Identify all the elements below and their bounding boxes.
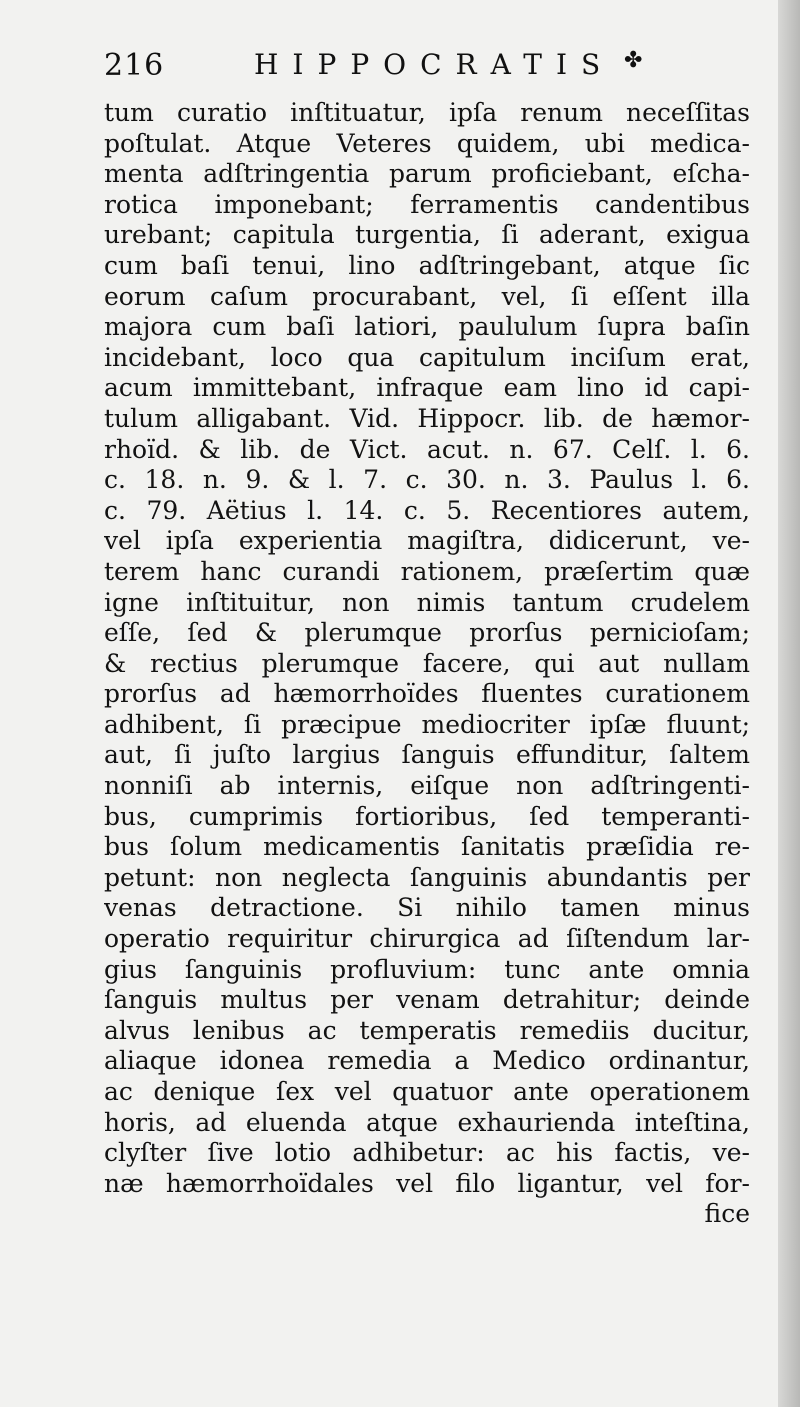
text-line: ac denique ſex vel quatuor ante operationem (104, 1077, 750, 1106)
page-edge-shadow (778, 0, 800, 1407)
text-line: igne inſtituitur, non nimis tantum crudelem (104, 587, 750, 617)
text-line: nonniſi ab internis, eiſque non adſtringenti- (104, 771, 750, 801)
text-line: poſtulat. Atque Veteres quidem, ubi medica- (104, 128, 750, 158)
text-line: rhoïd. & lib. de Vict. acut. n. 67. Celſ. l. 6. (104, 434, 750, 464)
text-line: næ hæmorrhoïdales vel filo ligantur, vel for- (104, 1168, 750, 1198)
running-header (104, 44, 664, 84)
text-line: bus, cumprimis fortioribus, ſed temperanti- (104, 801, 750, 831)
text-line: urebant; capitula turgentia, ſi aderant, exigua (104, 220, 750, 250)
catchword: fice (704, 1199, 750, 1229)
text-line: c. 79. Aëtius l. 14. c. 5. Recentiores autem, (104, 495, 750, 525)
text-line: alvus lenibus ac temperatis remediis ducitur, (104, 1015, 750, 1045)
text-line: vel ipſa experientia magiſtra, didicerunt, ve- (104, 526, 750, 556)
text-line: incidebant, loco qua capitulum inciſum erat, (104, 342, 750, 372)
text-line: acum immittebant, infraque eam lino id capi- (104, 373, 750, 403)
page-number: 216 (104, 48, 165, 83)
text-line: petunt: non neglecta ſanguinis abundantis per (104, 862, 750, 892)
text-line: operatio requiritur chirurgica ad ſiſtendum lar- (104, 924, 750, 954)
running-title: HIPPOCRATIS (254, 48, 615, 81)
text-line: adhibent, ſi præcipue mediocriter ipſæ fluunt; (104, 709, 750, 739)
text-line: c. 18. n. 9. & l. 7. c. 30. n. 3. Paulus l. 6. (104, 465, 750, 495)
text-line: venas detractione. Si nihilo tamen minus (104, 893, 750, 923)
text-line: bus ſolum medicamentis ſanitatis præſidia re- (104, 832, 750, 862)
text-line: gius ſanguinis profluvium: tunc ante omnia (104, 954, 750, 984)
text-line: rotica imponebant; ferramentis candentibus (104, 189, 750, 219)
text-line: terem hanc curandi rationem, præſertim quæ (104, 556, 750, 586)
text-line: eorum caſum procurabant, vel, ſi eſſent illa (104, 281, 750, 311)
body-text (104, 98, 750, 1230)
ornament-icon: ✤ (624, 48, 643, 73)
text-line: tulum alligabant. Vid. Hippocr. lib. de hæmor- (104, 403, 750, 433)
text-line: horis, ad eluenda atque exhaurienda inteſtina, (104, 1107, 750, 1137)
text-line: cum baſi tenui, lino adſtringebant, atque ſic (104, 250, 750, 280)
text-line: prorſus ad hæmorrhoïdes fluentes curationem (104, 679, 750, 709)
text-line: ſanguis multus per venam detrahitur; deinde (104, 985, 750, 1015)
text-line: tum curatio inſtituatur, ipſa renum neceſſitas (104, 98, 750, 127)
text-line: majora cum baſi latiori, paululum ſupra baſin (104, 312, 750, 342)
text-line: menta adſtringentia parum proficiebant, eſcha- (104, 159, 750, 189)
text-line: eſſe, ſed & plerumque prorſus pernicioſam; (104, 618, 750, 648)
text-line: aut, ſi juſto largius ſanguis effunditur, ſaltem (104, 740, 750, 770)
text-line: aliaque idonea remedia a Medico ordinantur, (104, 1046, 750, 1076)
text-line: clyſter ſive lotio adhibetur: ac his factis, ve- (104, 1138, 750, 1168)
text-line: & rectius plerumque facere, qui aut nullam (104, 648, 750, 678)
